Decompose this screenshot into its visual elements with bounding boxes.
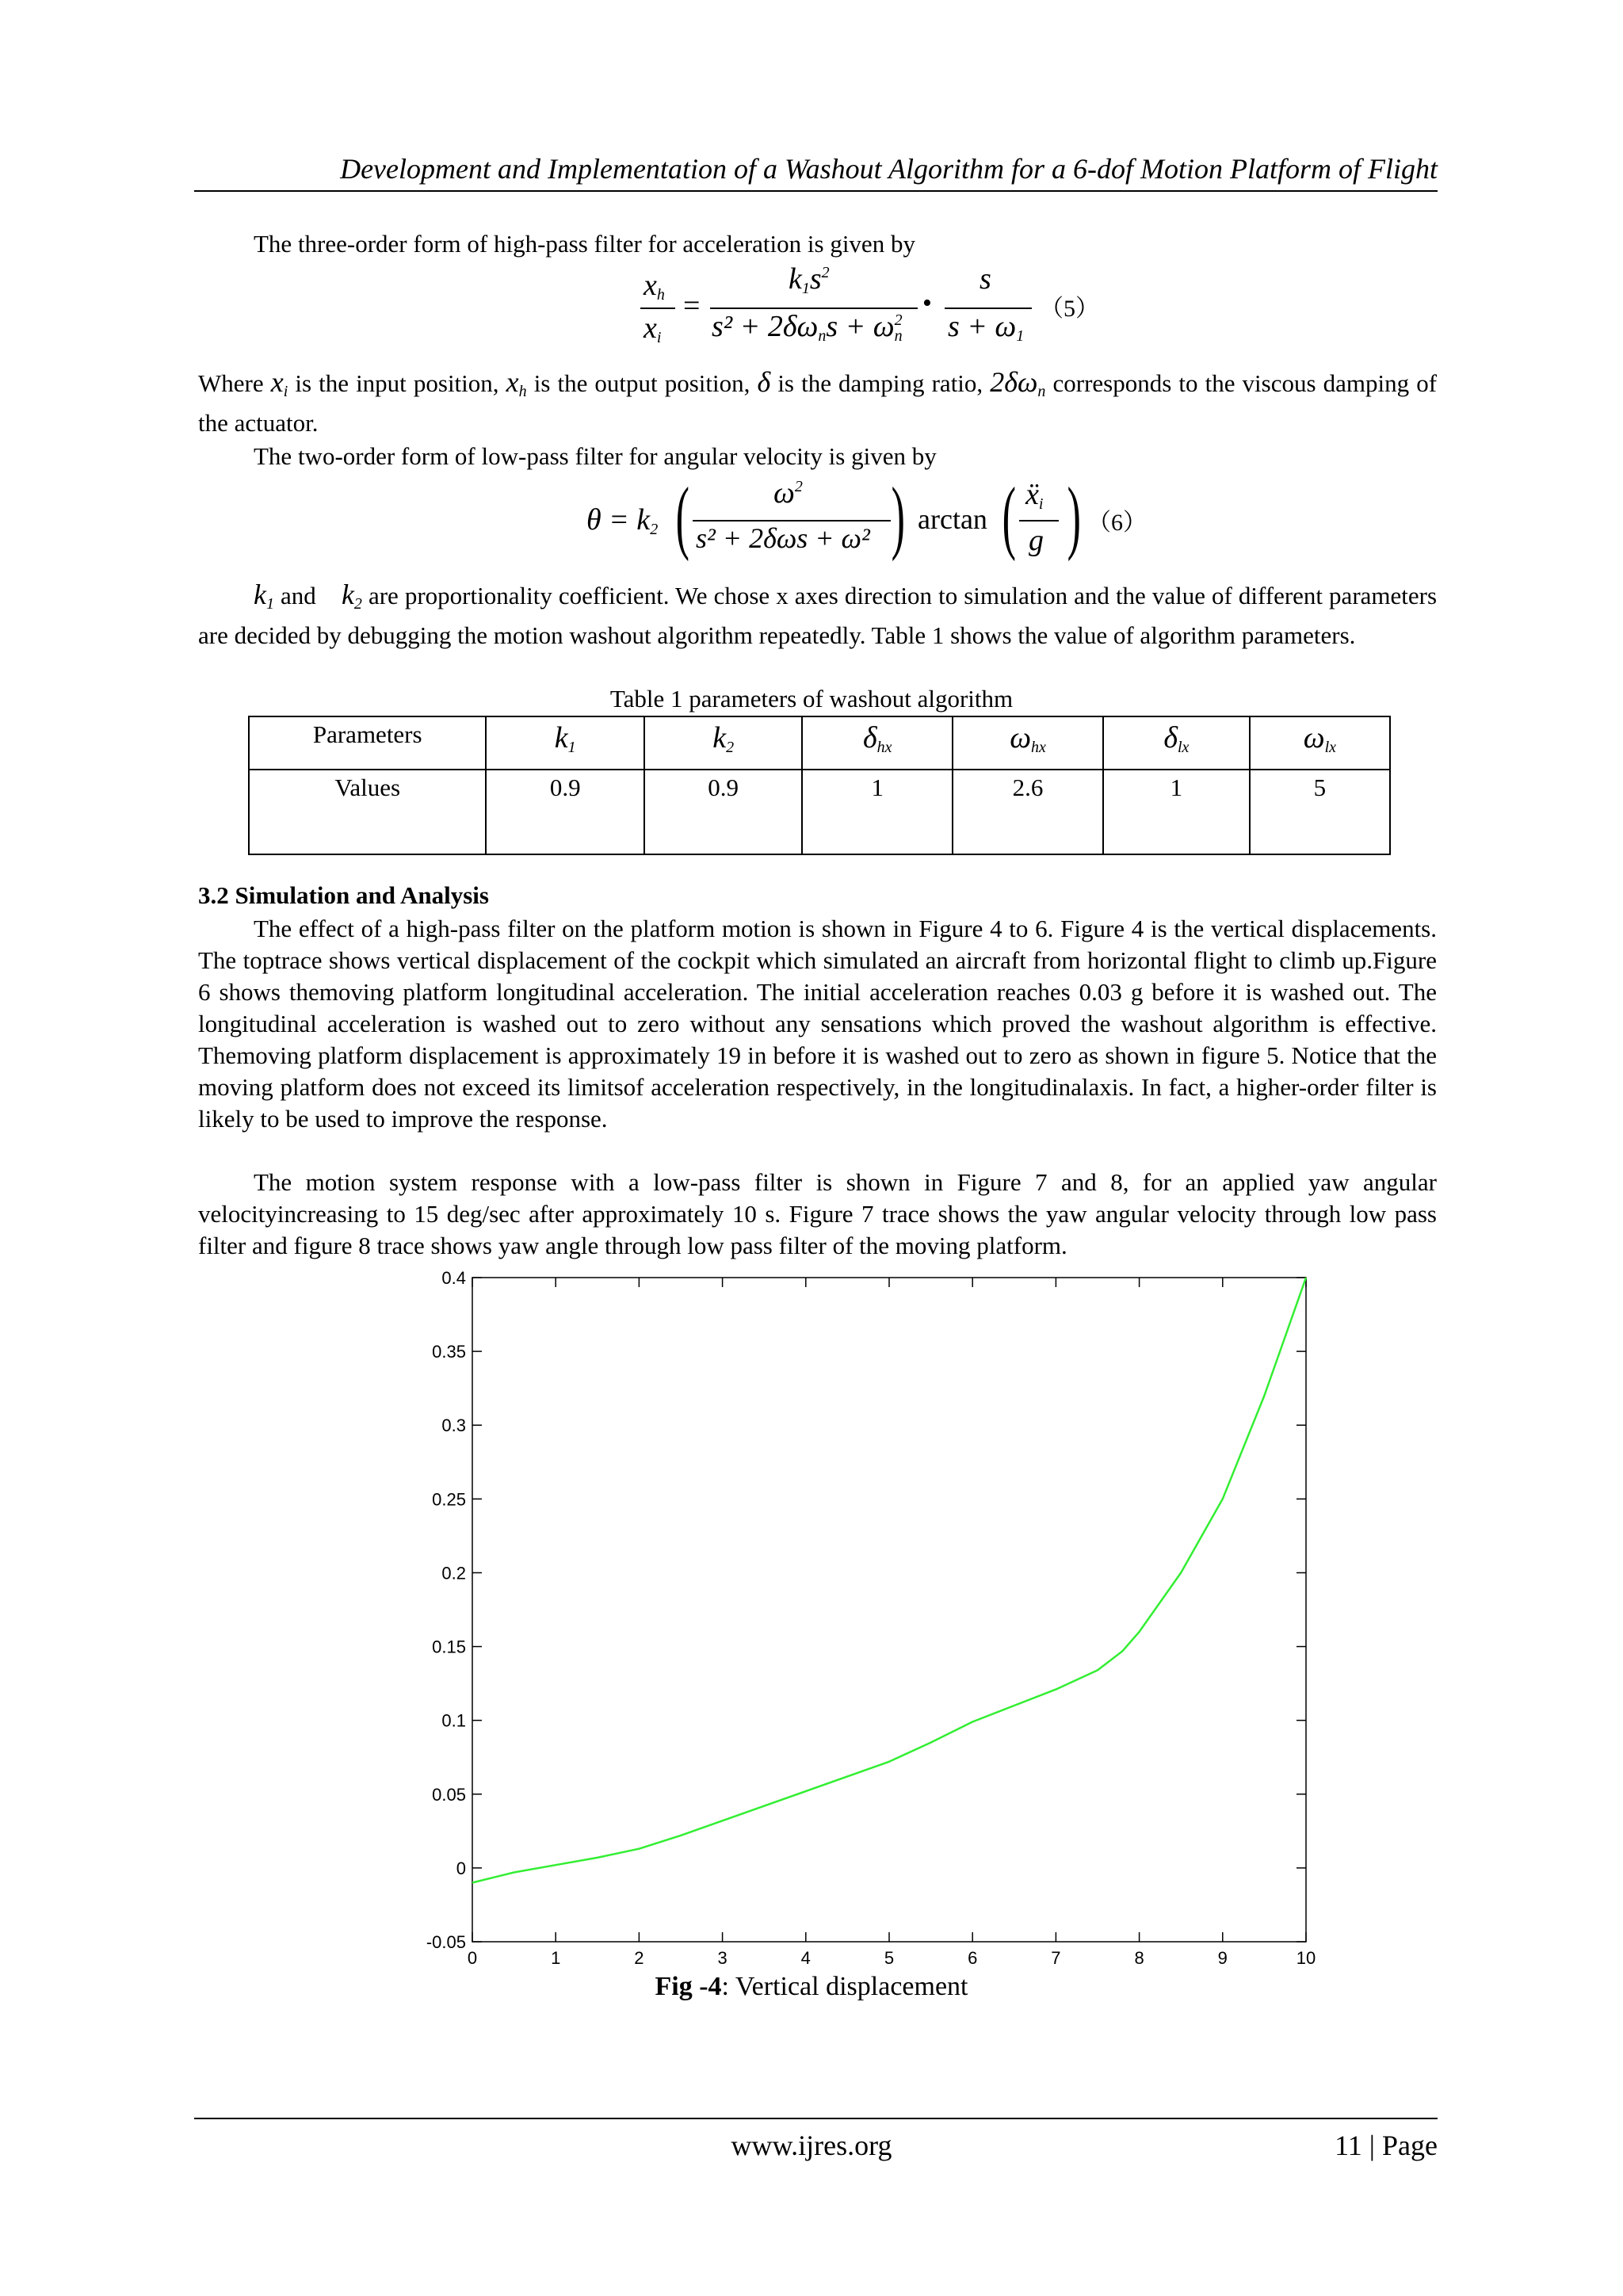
eq6-arctan: arctan (918, 503, 987, 535)
eq5-lhs-numerator: $x_h$ (643, 269, 665, 304)
y-tick-label: 0.2 (441, 1563, 466, 1584)
table-header-cell: Parameters (249, 716, 486, 770)
table-cell: Values (249, 770, 486, 854)
x-tick-label: 1 (551, 1948, 561, 1968)
y-tick-label: 0.3 (441, 1415, 466, 1436)
x-tick-label: 2 (634, 1948, 644, 1968)
x-tick-label: 6 (968, 1948, 978, 1968)
x-tick-label: 3 (717, 1948, 727, 1968)
plot-frame (472, 1278, 1306, 1942)
x-tick-label: 9 (1217, 1948, 1228, 1968)
eq6-lhs: $\theta = k_2$ (586, 503, 659, 538)
table-cell: 1 (802, 770, 953, 854)
table-header-cell: $\omega_{hx}$ (953, 716, 1103, 770)
eq6-right-paren: ) (891, 471, 905, 562)
x-tick-label: 4 (800, 1948, 811, 1968)
paragraph-low-pass: The motion system response with a low-pass filter is shown in Figure 7 and 8, for an applied yaw angular velocityincreasing to 15 deg/sec after approximately 10 s. Figure 7 trace shows the yaw angular velocity through low pass filter and figure 8 trace shows yaw angle through low pass filter of the moving platform. (198, 1168, 1437, 1259)
header-rule (194, 190, 1438, 192)
eq5-lhs-denominator: $x_i$ (643, 311, 662, 346)
y-tick-label: 0.4 (441, 1268, 466, 1288)
table-cell: 5 (1250, 770, 1390, 854)
table-header-cell: $\delta_{lx}$ (1103, 716, 1250, 770)
eq6-numerator: $\omega^2$ (773, 476, 803, 510)
x-tick-label: 5 (884, 1948, 895, 1968)
eq5-equals: = (683, 289, 701, 323)
y-tick-label: 0 (456, 1858, 466, 1878)
table-header-row (249, 716, 1390, 770)
running-header: Development and Implementation of a Washout Algorithm for a 6-dof Motion Platform of Flight (340, 153, 1438, 185)
table-header-cell: $k_2$ (644, 716, 802, 770)
x-tick-label: 10 (1296, 1948, 1316, 1968)
paragraph-simulation: The effect of a high-pass filter on the platform motion is shown in Figure 4 to 6. Figure 4 is the vertical displacements. The toptrace shows vertical displacement of the cockpit which simulated an aircraft from horizontal flight to climb up.Figure 6 shows themoving platform longitudinal acceleration. The initial acceleration reaches 0.03 g before it is washed out. The longitudinal acceleration is washed out to zero without any sensations which proved the washout algorithm is effective. Themoving platform displacement is approximately 19 in before it is washed out to zero as shown in figure 5. Notice that the moving platform does not exceed its limitsof acceleration respectively, in the longitudinalaxis. In fact, a higher-order filter is likely to be used to improve the response. (198, 915, 1437, 1133)
table-cell: 1 (1103, 770, 1250, 854)
paragraph-coefficients: $k_1$ and $k_2$ are proportionality coefficient. We chose x axes direction to simulation and the value of different parameters are decided by debugging the motion washout algorithm repeatedly. Table 1 shows the value of algorithm parameters. (198, 579, 1438, 649)
vertical-displacement-chart (412, 1268, 1331, 1973)
y-tick-label: 0.05 (432, 1784, 466, 1805)
table-header-cell: $k_1$ (486, 716, 643, 770)
y-tick-label: 0.25 (432, 1489, 466, 1510)
section-heading: 3.2 Simulation and Analysis (198, 881, 489, 909)
table-cell: 2.6 (953, 770, 1103, 854)
equation-5 (634, 262, 1189, 357)
paragraph-hpf-intro: The three-order form of high-pass filter for acceleration is given by (254, 230, 915, 258)
footer-site: www.ijres.org (731, 2130, 892, 2161)
page-number: 11 | Page (1335, 2130, 1438, 2161)
equation-6 (586, 471, 1189, 569)
x-tick-label: 7 (1051, 1948, 1061, 1968)
table-cell: 0.9 (486, 770, 643, 854)
eq6-arg-denominator: g (1029, 524, 1044, 557)
eq6-arg-left-paren: ( (1002, 471, 1016, 562)
x-tick-label: 8 (1134, 1948, 1144, 1968)
y-tick-label: 0.35 (432, 1342, 466, 1362)
eq6-number: （6） (1087, 510, 1147, 536)
y-tick-label: -0.05 (426, 1932, 466, 1952)
eq6-left-paren: ( (675, 471, 689, 562)
paragraph-where: Where $x_i$ is the input position, $x_h$ is the output position, δ is the damping ratio, $2\delta\omega_n$ corresponds to the viscous damping of the actuator. (198, 366, 1438, 437)
table-header-cell: $\omega_{lx}$ (1250, 716, 1390, 770)
y-tick-label: 0.15 (432, 1637, 466, 1657)
eq6-arg-right-paren: ) (1067, 471, 1081, 562)
eq6-arg-numerator: ẍ$_i$ (1025, 478, 1044, 513)
eq5-first-denominator: $s^2 + 2\delta\omega_ns + \omega_n^2$ (712, 310, 903, 345)
eq5-first-numerator: $k_1s^2$ (789, 262, 830, 297)
table-caption: Table 1 parameters of washout algorithm (609, 685, 1014, 712)
eq5-number: （5） (1040, 296, 1099, 322)
eq6-denominator: s² + 2δωs + ω² (696, 522, 870, 554)
parameters-table (248, 716, 1391, 855)
table-values-row (249, 770, 1390, 854)
x-tick-label: 0 (467, 1948, 478, 1968)
eq5-second-numerator: s (980, 262, 991, 296)
table-header-cell: $\delta_{hx}$ (802, 716, 953, 770)
table-cell: 0.9 (644, 770, 802, 854)
figure-caption: Fig -4: Vertical displacement (655, 1972, 968, 2001)
eq5-product-dot: • (922, 288, 932, 318)
paragraph-lpf-intro: The two-order form of low-pass filter for angular velocity is given by (254, 442, 937, 470)
eq5-lhs-fraction-bar (640, 308, 675, 309)
footer-rule (194, 2118, 1438, 2119)
eq6-arg-fraction-bar (1019, 520, 1059, 521)
eq5-second-denominator: $s + \omega_1$ (948, 310, 1025, 345)
y-tick-label: 0.1 (441, 1710, 466, 1731)
